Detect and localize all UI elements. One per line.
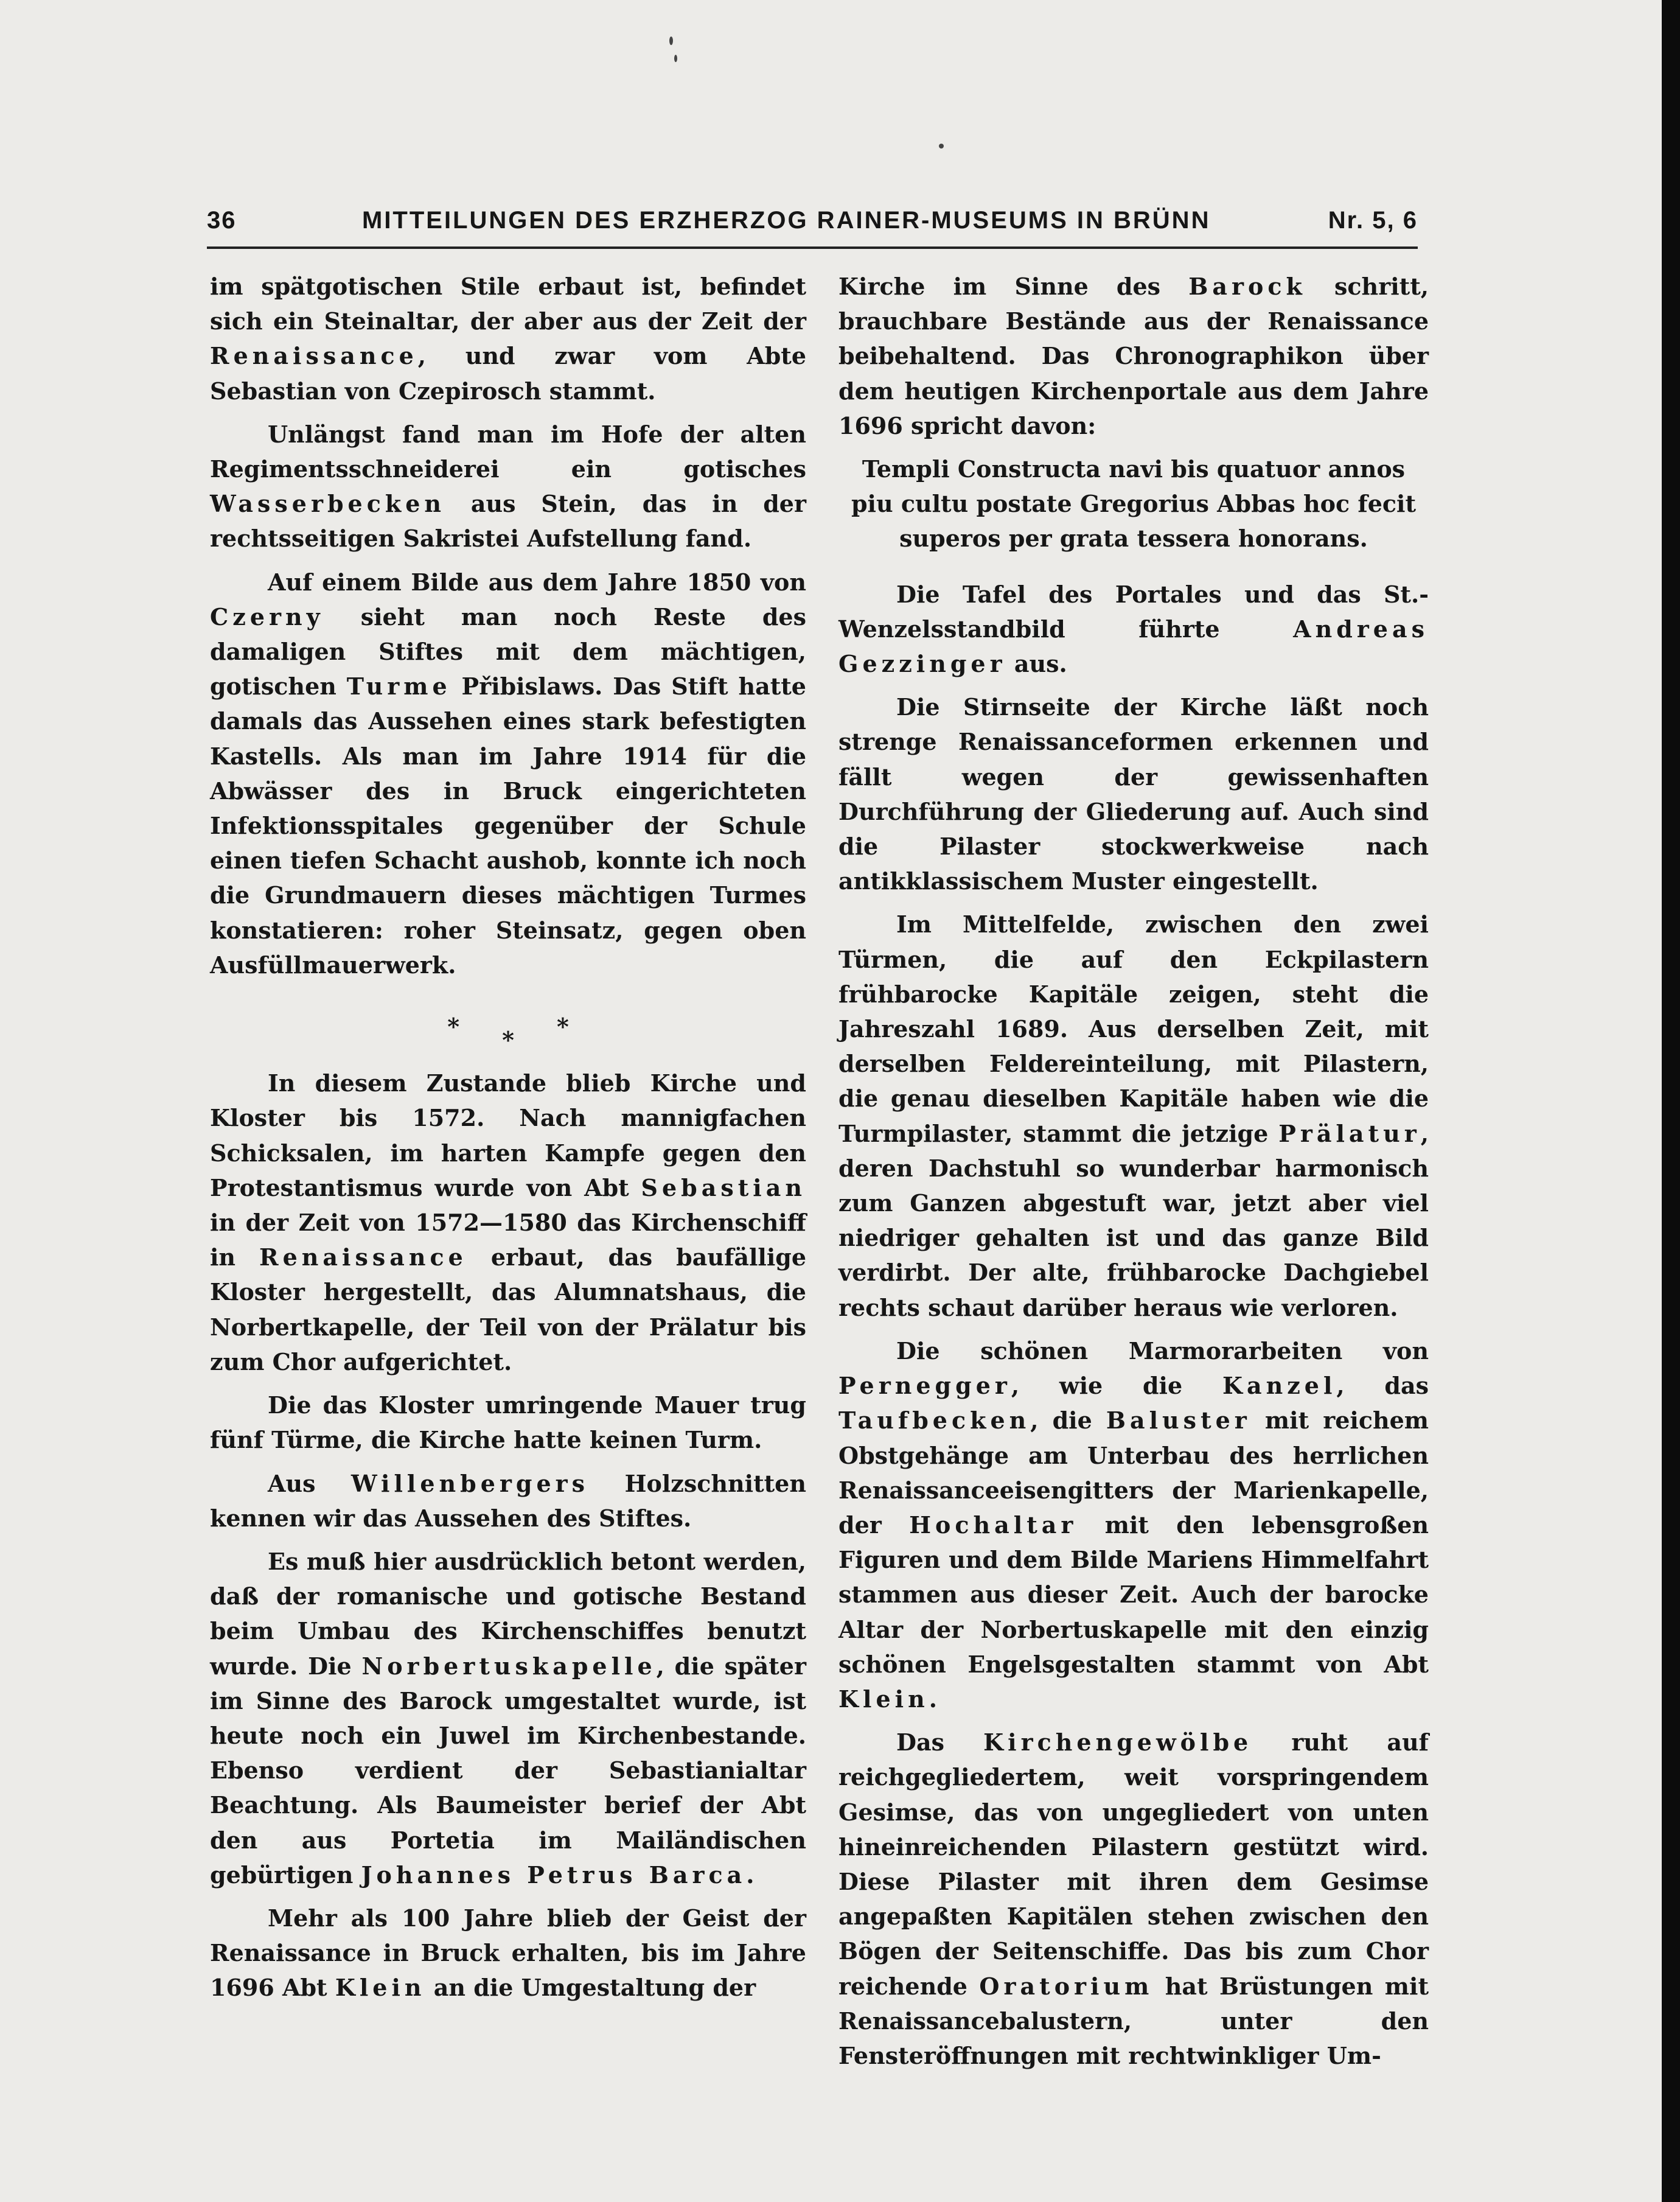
paragraph: Auf einem Bilde aus dem Jahre 1850 von Czerny sieht man noch Reste des damaligen Stiftes mit dem mächtigen, gotischen Turme Přibislaws. Das Stift hatte damals das Aussehen eines stark befestigten Kastells. Als man im Jahre 1914 für die Abwässer des in Bruck eingerichteten Infektionsspitales gegenüber der Schule einen tiefen Schacht aushob, konnte ich noch die Grundmauern dieses mächtigen Turmes konstatieren: roher Steinsatz, gegen oben Ausfüllmauerwerk. (210, 568, 806, 979)
paragraph: In diesem Zustande blieb Kirche und Kloster bis 1572. Nach mannigfachen Schicksalen, im harten Kampfe gegen den Protestantismus wurde von Abt Sebastian in der Zeit von 1572—1580 das Kirchenschiff in Renaissance erbaut, das baufällige Kloster hergestellt, das Alumnatshaus, die Norbertkapelle, der Teil von der Prälatur bis zum Chor aufgerichtet. (210, 1069, 806, 1375)
paragraph: im spätgotischen Stile erbaut ist, befindet sich ein Steinaltar, der aber aus der Zeit der Renaissance, und zwar vom Abte Sebastian von Czepirosch stammt. (210, 273, 806, 405)
page-number: 36 (207, 207, 237, 234)
issue-number: Nr. 5, 6 (1328, 207, 1418, 234)
scan-border (1662, 0, 1680, 2202)
inscription-line: piu cultu postate Gregorius Abbas hoc fecit (851, 490, 1417, 518)
inscription-line: Templi Constructa navi bis quatuor annos (862, 455, 1406, 483)
paragraph: Es muß hier ausdrücklich betont werden, daß der romanische und gotische Bestand beim Umbau des Kirchenschiffes benutzt wurde. Die Norbertuskapelle, die später im Sinne des Barock umgestaltet wurde, ist heute noch ein Juwel im Kirchenbestande. Ebenso verdient der Sebastianialtar Beachtung. Als Baumeister berief der Abt den aus Portetia im Mailändischen gebürtigen Johannes Petrus Barca. (210, 1547, 806, 1889)
scan-speck (674, 55, 677, 62)
chronogram-inscription (838, 452, 1429, 556)
page-header (207, 201, 1418, 250)
header-rule (207, 246, 1418, 249)
scan-speck (669, 37, 673, 45)
paragraph: Die schönen Marmorarbeiten von Pernegger, wie die Kanzel, das Taufbecken, die Baluster mit reichem Obstgehänge am Unterbau des herrlichen Renaissanceeisengitters der Marienkapelle, der Hochaltar mit den lebensgroßen Figuren und dem Bilde Mariens Himmelfahrt stammen aus dieser Zeit. Auch der barocke Altar der Norbertuskapelle mit den einzig schönen Engelsgestalten stammt von Abt Klein. (838, 1337, 1429, 1713)
paragraph: Die Stirnseite der Kirche läßt noch strenge Renaissanceformen erkennen und fällt wegen der gewissenhaften Durchführung der Gliederung auf. Auch sind die Pilaster stockwerkweise nach antikklassischem Muster eingestellt. (838, 693, 1429, 895)
scan-speck (939, 144, 944, 149)
paragraph: Kirche im Sinne des Barock schritt, brauchbare Bestände aus der Renaissance beibehaltend. Das Chronographikon über dem heutigen Kirchenportale aus dem Jahre 1696 spricht davon: (838, 273, 1429, 439)
paragraph: Das Kirchengewölbe ruht auf reichgegliedertem, weit vorspringendem Gesimse, das von ungegliedert von unten hineinreichenden Pilastern gestützt wird. Diese Pilaster mit ihren dem Gesimse angepaßten Kapitälen stehen zwischen den Bögen der Seitenschiffe. Das bis zum Chor reichende Oratorium hat Brüstungen mit Renaissancebalustern, unter den Fensteröffnungen mit rechtwinkliger Um- (838, 1728, 1429, 2069)
paragraph: Unlängst fand man im Hofe der alten Regimentsschneiderei ein gotisches Wasserbecken aus Stein, das in der rechtsseitigen Sakristei Aufstellung fand. (210, 420, 806, 553)
paragraph: Die Tafel des Portales und das St.-Wenzelsstandbild führte Andreas Gezzinger aus. (838, 580, 1429, 678)
paragraph: Die das Kloster umringende Mauer trug fünf Türme, die Kirche hatte keinen Turm. (210, 1391, 806, 1454)
right-column (838, 269, 1429, 2081)
left-column (210, 269, 806, 2014)
journal-title: MITTEILUNGEN DES ERZHERZOG RAINER-MUSEUMS IN BRÜNN (362, 207, 1211, 234)
paragraph: Im Mittelfelde, zwischen den zwei Türmen, die auf den Eckpilastern frühbarocke Kapitäle zeigen, steht die Jahreszahl 1689. Aus derselben Zeit, mit derselben Feldereinteilung, mit Pilastern, die genau dieselben Kapitäle haben wie die Turmpilaster, stammt die jetzige Prälatur, deren Dachstuhl so wunderbar harmonisch zum Ganzen abgestuft war, jetzt aber viel niedriger gehalten ist und das ganze Bild verdirbt. Der alte, frühbarocke Dachgiebel rechts schaut darüber heraus wie verloren. (838, 911, 1429, 1321)
paragraph: Aus Willenbergers Holzschnitten kennen wir das Aussehen des Stiftes. (210, 1469, 806, 1532)
paragraph: Mehr als 100 Jahre blieb der Geist der Renaissance in Bruck erhalten, bis im Jahre 1696 Abt Klein an die Umgestaltung der (210, 1904, 806, 2002)
section-separator: *** (447, 1013, 612, 1054)
inscription-line: superos per grata tessera honorans. (899, 525, 1368, 553)
